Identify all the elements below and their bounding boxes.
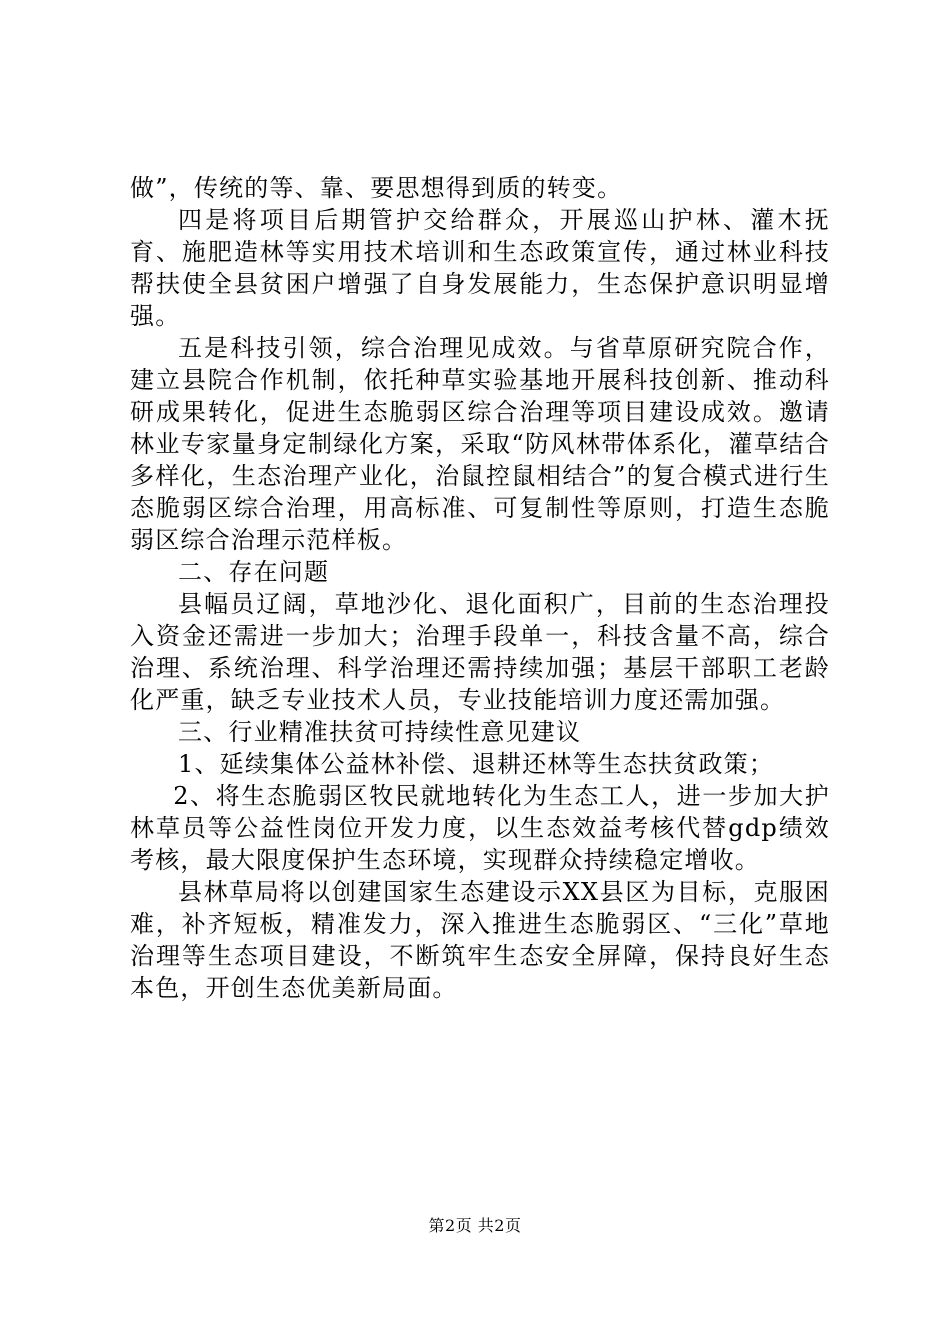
paragraph-continuation: 做”，传统的等、靠、要思想得到质的转变。 bbox=[130, 174, 623, 202]
section-heading-suggestions: 三、行业精准扶贫可持续性意见建议 bbox=[178, 718, 582, 746]
suggestion-item-1: 1、延续集体公益林补偿、退耕还林等生态扶贫政策； bbox=[178, 750, 775, 778]
suggestion-item-2: 2、将生态脆弱区牧民就地转化为生态工人，进一步加大护林草员等公益性岗位开发力度，以生态效益考核代替gdp绩效考核，最大限度保护生态环境，实现群众持续稳定增收。 bbox=[130, 782, 830, 874]
section-heading-problems: 二、存在问题 bbox=[178, 558, 330, 586]
paragraph-point-five: 五是科技引领，综合治理见成效。与省草原研究院合作，建立县院合作机制，依托种草实验基地开展科技创新、推动科研成果转化，促进生态脆弱区综合治理等项目建设成效。邀请林业专家量身定制绿化方案，采取“防风林带体系化，灌草结合多样化，生态治理产业化，治鼠控鼠相结合”的复合模式进行生态脆弱区综合治理，用高标准、可复制性等原则，打造生态脆弱区综合治理示范样板。 bbox=[130, 334, 830, 554]
document-body bbox=[130, 172, 830, 1004]
paragraph-point-four: 四是将项目后期管护交给群众，开展巡山护林、灌木抚育、施肥造林等实用技术培训和生态政策宣传，通过林业科技帮扶使全县贫困户增强了自身发展能力，生态保护意识明显增强。 bbox=[130, 206, 830, 330]
paragraph-conclusion: 县林草局将以创建国家生态建设示XX县区为目标，克服困难，补齐短板，精准发力，深入推进生态脆弱区、“三化”草地治理等生态项目建设，不断筑牢生态安全屏障，保持良好生态本色，开创生态优美新局面。 bbox=[130, 878, 830, 1002]
paragraph-problems: 县幅员辽阔，草地沙化、退化面积广，目前的生态治理投入资金还需进一步加大；治理手段单一，科技含量不高，综合治理、系统治理、科学治理还需持续加强；基层干部职工老龄化严重，缺乏专业技术人员，专业技能培训力度还需加强。 bbox=[130, 590, 830, 714]
page-number-footer: 第2页 共2页 bbox=[428, 1216, 522, 1235]
